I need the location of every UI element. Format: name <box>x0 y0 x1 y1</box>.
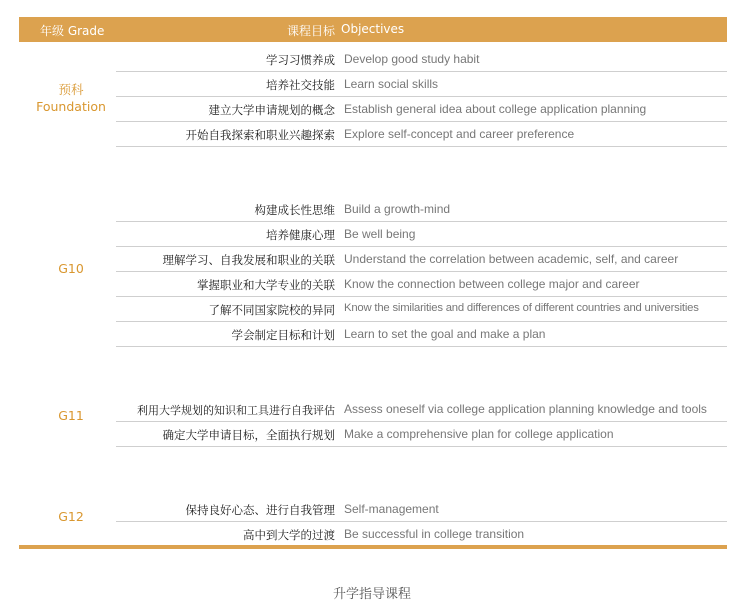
header-objectives-cn: 课程目标 <box>286 24 335 38</box>
objective-en: Build a growth-mind <box>344 202 451 216</box>
objective-en: Learn to set the goal and make a plan <box>344 327 546 341</box>
grade-label-g11 <box>21 407 121 424</box>
objective-en: Understand the correlation between academic, self, and career <box>344 252 679 266</box>
objective-en: Self-management <box>344 502 439 516</box>
grade-label-en: G12 <box>58 509 84 524</box>
objective-row <box>116 422 727 447</box>
objective-row <box>116 97 727 122</box>
objective-row <box>116 247 727 272</box>
objective-cn: 保持良好心态、进行自我管理 <box>185 503 335 517</box>
objective-en: Develop good study habit <box>344 52 480 66</box>
objective-row <box>116 322 727 347</box>
objective-en: Assess oneself via college application planning knowledge and tools <box>344 402 707 416</box>
header-objectives-en: Objectives <box>341 22 405 36</box>
objective-row <box>116 122 727 147</box>
objective-cn: 建立大学申请规划的概念 <box>208 103 335 117</box>
objective-cn: 掌握职业和大学专业的关联 <box>197 278 335 292</box>
objective-cn: 培养健康心理 <box>266 228 335 242</box>
objective-cn: 开始自我探索和职业兴趣探索 <box>185 128 335 142</box>
objective-en: Know the connection between college major and career <box>344 277 640 291</box>
objective-en: Know the similarities and differences of different countries and universities <box>344 302 699 314</box>
objective-cn: 构建成长性思维 <box>254 203 335 217</box>
grade-label-cn: 预科 <box>58 82 84 97</box>
objective-row <box>116 522 727 547</box>
objective-cn: 高中到大学的过渡 <box>243 528 335 542</box>
header-grade: 年级 Grade <box>40 24 105 38</box>
page-caption: 升学指导课程 <box>332 587 411 602</box>
grade-label-en: G11 <box>58 408 84 423</box>
objective-en: Learn social skills <box>344 77 439 91</box>
table-header <box>19 17 727 42</box>
objective-en: Establish general idea about college application planning <box>344 102 647 116</box>
objective-cn: 理解学习、自我发展和职业的关联 <box>162 253 335 267</box>
objective-row <box>116 397 727 422</box>
objective-cn: 确定大学申请目标，全面执行规划 <box>162 428 335 442</box>
objective-row <box>116 272 727 297</box>
row-divider <box>116 146 727 147</box>
row-divider <box>116 346 727 347</box>
grade-label-g12 <box>21 508 121 525</box>
objective-row <box>116 222 727 247</box>
row-divider <box>116 446 727 447</box>
objective-row <box>116 47 727 72</box>
table-bottom-bar <box>19 545 727 549</box>
objective-cn: 培养社交技能 <box>266 78 335 92</box>
objective-en: Make a comprehensive plan for college application <box>344 427 614 441</box>
grade-label-g10 <box>21 260 121 277</box>
objective-cn: 学习习惯养成 <box>266 53 335 67</box>
objective-cn: 学会制定目标和计划 <box>231 328 335 342</box>
objective-row <box>116 72 727 97</box>
grade-label-en: G10 <box>58 261 84 276</box>
grade-label-en: Foundation <box>36 99 106 114</box>
objective-en: Be well being <box>344 227 416 241</box>
objective-en: Be successful in college transition <box>344 527 525 541</box>
objective-cn: 利用大学规划的知识和工具进行自我评估 <box>137 404 335 417</box>
objective-row <box>116 197 727 222</box>
objective-row <box>116 297 727 322</box>
objective-row <box>116 497 727 522</box>
objective-cn: 了解不同国家院校的异同 <box>208 303 335 317</box>
grade-label-foundation <box>21 81 121 115</box>
objective-en: Explore self-concept and career preference <box>344 127 575 141</box>
